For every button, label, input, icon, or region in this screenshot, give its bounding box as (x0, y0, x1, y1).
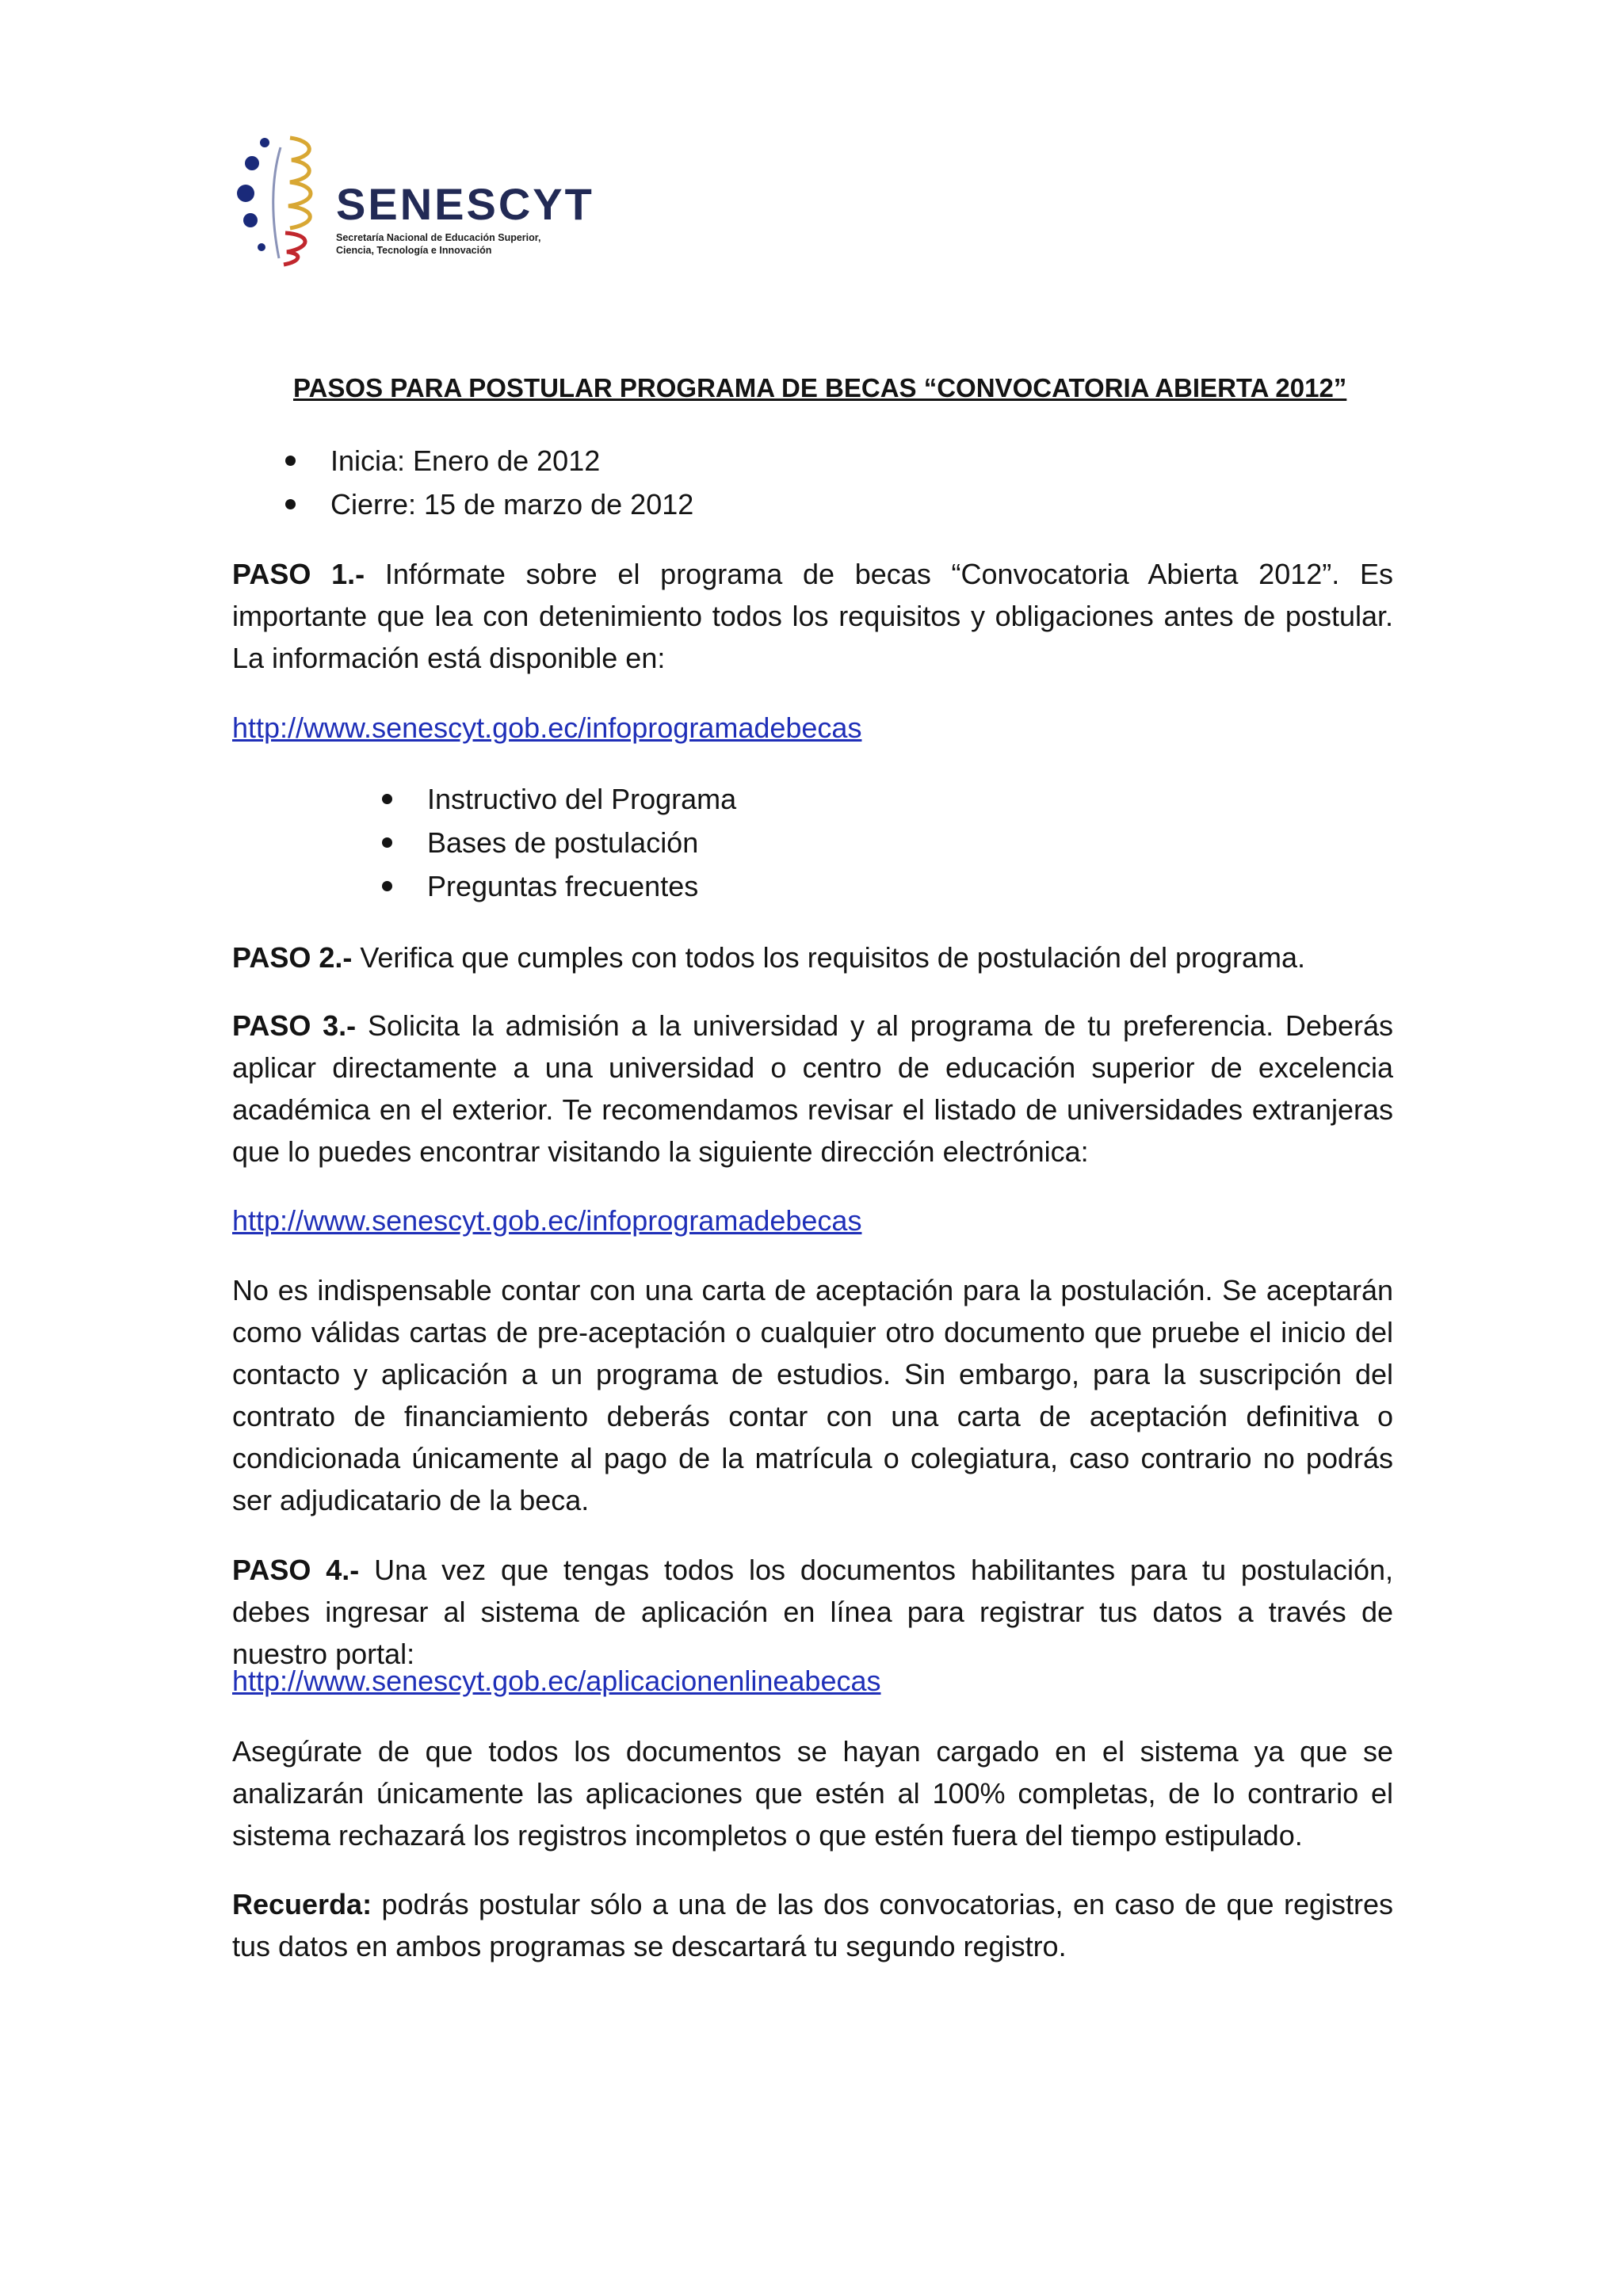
senescyt-logo (235, 132, 594, 271)
step1-text: Infórmate sobre el programa de becas “Convocatoria Abierta 2012”. Es importante que lea con detenimiento todos los requisitos y obligaciones antes de postular. La información está disponible en: (232, 558, 1394, 674)
logo-emblem-icon (235, 132, 330, 271)
logo-subtitle (336, 231, 582, 257)
step3-link-row (232, 1199, 1393, 1241)
step1-label: PASO 1.- (232, 558, 365, 590)
step4-label: PASO 4.- (232, 1554, 360, 1586)
logo-wordmark: SENESCYT (336, 179, 594, 229)
step3-paragraph (232, 1005, 1393, 1173)
reminder-paragraph (232, 1883, 1393, 1967)
bullet-icon (382, 881, 392, 891)
step1-link-row (232, 707, 1393, 749)
list-item (382, 864, 736, 908)
step2-label: PASO 2.- (232, 941, 353, 974)
end-date: Cierre: 15 de marzo de 2012 (330, 488, 694, 521)
reminder-label: Recuerda: (232, 1888, 372, 1920)
list-item-label: Preguntas frecuentes (427, 870, 699, 902)
list-item-label: Instructivo del Programa (427, 783, 737, 815)
universities-list-link[interactable]: http://www.senescyt.gob.ec/infoprogramadebecas (232, 1204, 862, 1237)
step2-paragraph (232, 936, 1393, 978)
online-application-link[interactable]: http://www.senescyt.gob.ec/aplicacionenlineabecas (232, 1665, 881, 1697)
step3-label: PASO 3.- (232, 1009, 357, 1042)
list-item (285, 439, 693, 482)
step4-note: Asegúrate de que todos los documentos se hayan cargado en el sistema ya que se analizarán únicamente las aplicaciones que estén al 100% completas, de lo contrario el sistema rechazará los registros incompletos o que estén fuera del tiempo estipulado. (232, 1735, 1393, 1852)
bullet-icon (285, 499, 296, 509)
list-item (382, 821, 736, 864)
step4-link-row (232, 1660, 1393, 1702)
list-item (285, 482, 693, 526)
step3-note: No es indispensable contar con una carta de aceptación para la postulación. Se aceptarán como válidas cartas de pre-aceptación o cualquier otro documento que pruebe el inicio del contacto y aplicación a un programa de estudios. Sin embargo, para la suscripción del contrato de financiamiento deberás contar con una carta de aceptación definitiva o condicionada únicamente al pago de la matrícula o colegiatura, caso contrario no podrás ser adjudicatario de la beca. (232, 1274, 1393, 1516)
list-item-label: Bases de postulación (427, 826, 699, 859)
bullet-icon (285, 456, 296, 466)
list-item (382, 777, 736, 821)
step4-paragraph (232, 1549, 1393, 1675)
step2-text: Verifica que cumples con todos los requisitos de postulación del programa. (352, 941, 1306, 974)
info-program-link[interactable]: http://www.senescyt.gob.ec/infoprogramadebecas (232, 711, 862, 744)
dates-list (285, 439, 693, 526)
step1-paragraph (232, 553, 1393, 679)
step3-text: Solicita la admisión a la universidad y al programa de tu preferencia. Deberás aplicar directamente a una universidad o centro de educación superior de excelencia académica en el exterior. Te recomendamos revisar el listado de universidades extranjeras que lo puedes encontrar visitando la siguiente dirección electrónica: (232, 1009, 1393, 1168)
logo-subtitle-line2: Ciencia, Tecnología e Innovación (336, 245, 492, 256)
step4-text: Una vez que tengas todos los documentos habilitantes para tu postulación, debes ingresar al sistema de aplicación en línea para registrar tus datos a través de nuestro portal: (232, 1554, 1393, 1670)
logo-subtitle-line1: Secretaría Nacional de Educación Superior, (336, 232, 541, 243)
reminder-text: podrás postular sólo a una de las dos convocatorias, en caso de que registres tus datos en ambos programas se descartará tu segundo registro. (232, 1888, 1393, 1962)
document-title: PASOS PARA POSTULAR PROGRAMA DE BECAS “CONVOCATORIA ABIERTA 2012” (293, 373, 1347, 402)
program-documents-list (382, 777, 736, 908)
bullet-icon (382, 837, 392, 848)
start-date: Inicia: Enero de 2012 (330, 444, 601, 477)
bullet-icon (382, 794, 392, 804)
